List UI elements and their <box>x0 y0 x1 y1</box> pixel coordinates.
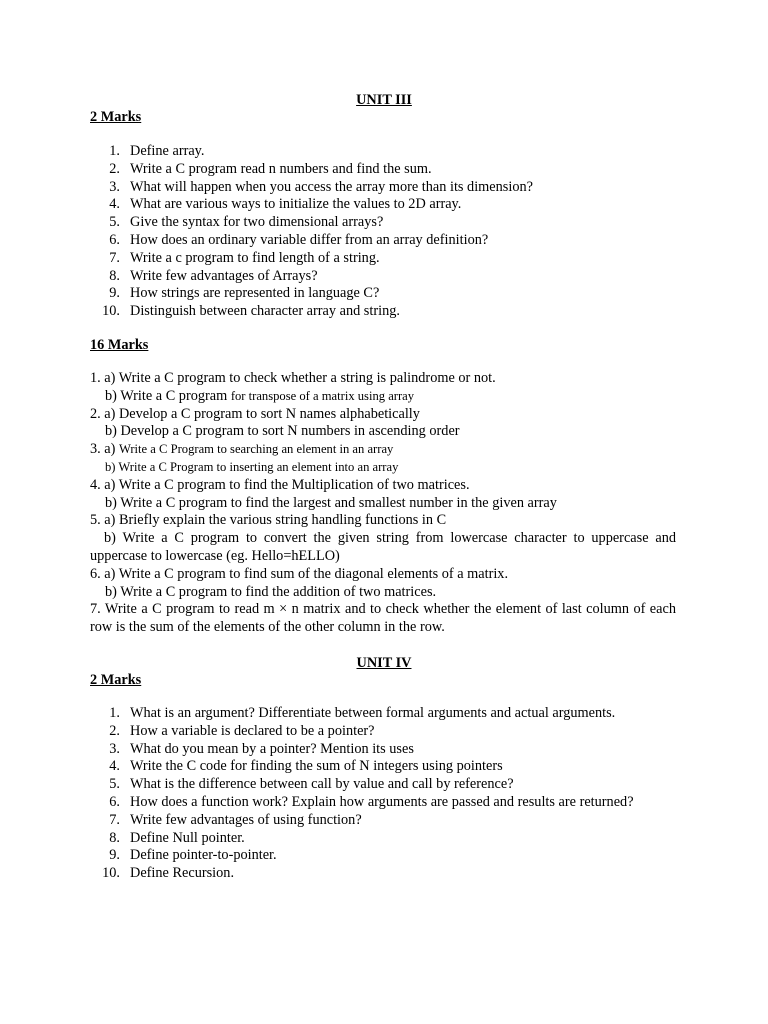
list-item <box>90 705 680 723</box>
item-text: Define array. <box>130 143 205 159</box>
item-text: What do you mean by a pointer? Mention its uses <box>130 740 414 757</box>
list-item <box>90 179 680 197</box>
list-item <box>90 232 680 250</box>
question-2b: b) Develop a C program to sort N numbers in ascending order <box>105 423 460 440</box>
question-2a: 2. a) Develop a C program to sort N names alphabetically <box>90 405 420 422</box>
question-1b-small: for transpose of a matrix using array <box>230 388 415 403</box>
list-item <box>90 250 680 268</box>
question-5b: b) Write a C program to convert the given string from lowercase character to uppercase and uppercase to lowercase (eg. Hello=hELLO) <box>90 530 676 564</box>
item-number: 8. <box>109 267 120 284</box>
list-item <box>90 794 680 812</box>
question-3a-prefix: 3. a) <box>90 441 119 458</box>
item-number: 9. <box>109 285 120 302</box>
item-number: 4. <box>109 196 120 213</box>
item-text: How a variable is declared to be a pointer? <box>130 722 375 739</box>
list-item <box>90 161 680 179</box>
item-text: Define pointer-to-pointer. <box>130 847 277 864</box>
item-number: 7. <box>109 249 120 266</box>
list-item <box>90 303 680 321</box>
item-number: 6. <box>109 231 120 248</box>
unit-iv-2-marks-heading: 2 Marks <box>90 672 142 688</box>
item-text: Write a C program read n numbers and find the sum. <box>130 160 432 177</box>
list-item <box>90 268 680 286</box>
question-7: 7. Write a C program to read m × n matrix and to check whether the element of last column of each row is the sum of the elements of the other column in the row. <box>90 601 676 636</box>
question-3a-small: Write a C Program to searching an element in an array <box>118 442 394 457</box>
item-number: 5. <box>109 214 120 231</box>
item-number: 5. <box>109 776 120 793</box>
list-item <box>90 741 680 759</box>
item-text: How strings are represented in language C? <box>130 285 380 302</box>
question-4b: b) Write a C program to find the largest and smallest number in the given array <box>105 494 557 511</box>
question-6a: 6. a) Write a C program to find sum of the diagonal elements of a matrix. <box>90 565 509 582</box>
question-4a: 4. a) Write a C program to find the Multiplication of two matrices. <box>90 476 470 493</box>
unit-iii-title: UNIT III <box>356 92 412 108</box>
list-item <box>90 143 680 161</box>
item-number: 9. <box>109 847 120 864</box>
unit-iv-2-marks-list <box>90 705 680 883</box>
list-item <box>90 865 680 883</box>
question-3a <box>90 441 676 459</box>
item-number: 2. <box>109 722 120 739</box>
item-number: 10. <box>102 303 120 320</box>
item-text: What will happen when you access the array more than its dimension? <box>130 178 533 195</box>
item-text: Give the syntax for two dimensional arrays? <box>130 214 384 231</box>
list-item <box>90 812 680 830</box>
list-item <box>90 758 680 776</box>
item-number: 3. <box>109 178 120 195</box>
item-number: 7. <box>109 811 120 828</box>
item-text: Write few advantages of Arrays? <box>130 267 318 284</box>
list-item <box>90 196 680 214</box>
question-1a: 1. a) Write a C program to check whether a string is palindrome or not. <box>90 370 496 386</box>
item-number: 3. <box>109 740 120 757</box>
item-text: Write few advantages of using function? <box>130 811 362 828</box>
item-text: What are various ways to initialize the values to 2D array. <box>130 196 462 213</box>
item-text: Distinguish between character array and string. <box>130 303 400 320</box>
item-number: 2. <box>109 160 120 177</box>
unit-iii-16-marks-heading: 16 Marks <box>90 337 149 353</box>
unit-iii-2-marks-list <box>90 143 680 321</box>
item-text: Define Null pointer. <box>130 829 245 846</box>
question-1b <box>90 388 676 406</box>
item-text: What is the difference between call by value and call by reference? <box>130 776 514 793</box>
item-text: How does a function work? Explain how arguments are passed and results are returned? <box>130 793 634 810</box>
item-number: 1. <box>109 705 120 721</box>
item-number: 8. <box>109 829 120 846</box>
item-number: 6. <box>109 793 120 810</box>
unit-iv-title: UNIT IV <box>356 655 412 671</box>
item-number: 1. <box>109 143 120 159</box>
item-number: 10. <box>102 865 120 882</box>
item-text: How does an ordinary variable differ from an array definition? <box>130 231 489 248</box>
item-number: 4. <box>109 758 120 775</box>
item-text: Define Recursion. <box>130 865 235 882</box>
unit-iii-2-marks-heading: 2 Marks <box>90 109 142 125</box>
item-text: Write the C code for finding the sum of N integers using pointers <box>130 758 503 775</box>
unit-iii-16-marks-questions <box>90 370 676 637</box>
list-item <box>90 776 680 794</box>
list-item <box>90 285 680 303</box>
question-3b: b) Write a C Program to inserting an element into an array <box>105 459 399 474</box>
question-5a: 5. a) Briefly explain the various string handling functions in C <box>90 512 447 529</box>
list-item <box>90 830 680 848</box>
list-item <box>90 214 680 232</box>
item-text: What is an argument? Differentiate between formal arguments and actual arguments. <box>130 705 616 721</box>
item-text: Write a c program to find length of a string. <box>130 249 380 266</box>
question-1b-prefix: b) Write a C program <box>105 387 231 404</box>
question-6b: b) Write a C program to find the addition of two matrices. <box>105 583 437 600</box>
list-item <box>90 723 680 741</box>
list-item <box>90 847 680 865</box>
